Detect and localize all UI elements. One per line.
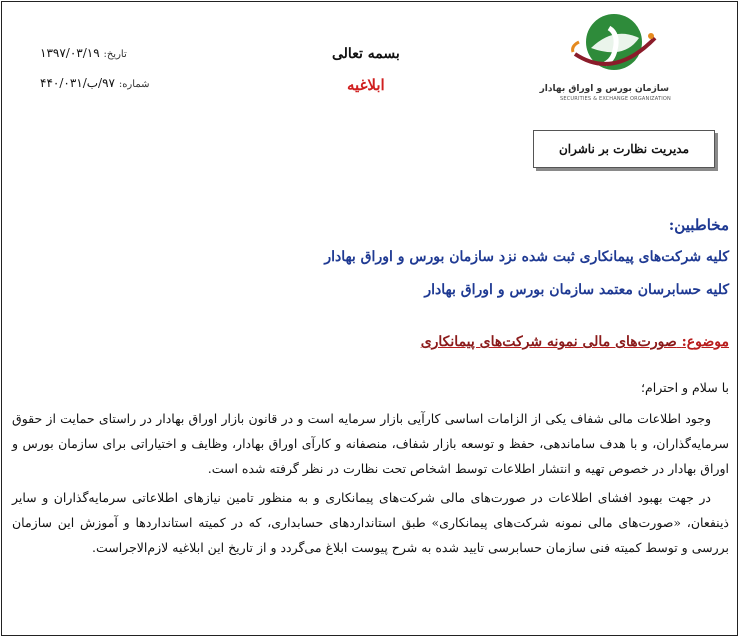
logo-name-fa: سازمان بورس و اوراق بهادار [539, 84, 669, 94]
subject-label: موضوع: [681, 334, 729, 350]
number-line [40, 76, 149, 90]
globe-logo-icon [569, 8, 659, 82]
announcement-title: ابلاغیه [347, 76, 385, 94]
addressee-item: کلیه حسابرسان معتمد سازمان بورس و اوراق بهادار [424, 282, 729, 298]
date-line [40, 46, 127, 60]
greeting: با سلام و احترام؛ [641, 380, 729, 395]
bismillah-heading: بسمه تعالی [332, 46, 400, 62]
organization-logo [539, 8, 677, 104]
body-paragraph: در جهت بهبود افشای اطلاعات در صورت‌های مالی شرکت‌های پیمانکاری و به منظور تامین نیازهای اطلاعاتی سرمایه‌گذاران و سایر ذینفعان، «صورت‌های مالی نمونه شرکت‌های پیمانکاری» طبق استانداردهای حسابداری، که در کمیته استانداردها و آموزش این سازمان بررسی و توسط کمیته فنی سازمان حسابرسی تایید شده به شرح پیوست ابلاغ می‌گردد و از تاریخ این ابلاغیه لازم‌الاجراست. [12, 490, 729, 555]
body-text [12, 406, 729, 564]
addressee-item: کلیه شرکت‌های پیمانکاری ثبت شده نزد سازمان بورس و اوراق بهادار [324, 249, 729, 265]
date-value: ۱۳۹۷/۰۳/۱۹ [40, 46, 100, 60]
announcement-document [1, 1, 738, 636]
addressees-title: مخاطبین: [668, 216, 729, 234]
date-label: تاریخ: [103, 49, 127, 60]
logo-name-en: SECURITIES & EXCHANGE ORGANIZATION [559, 96, 671, 102]
number-label: شماره: [118, 79, 150, 90]
body-paragraph: وجود اطلاعات مالی شفاف یکی از الزامات اساسی کارآیی بازار سرمایه است و در قانون بازار اوراق بهادار در راستای حمایت از حقوق سرمایه‌گذاران، و با هدف ساماندهی، حفظ و توسعه بازار شفاف، منصفانه و کارآی اوراق بهادار، وظایف و اختیاراتی برای سازمان بورس و اوراق بهادار در خصوص تهیه و انتشار اطلاعات توسط اشخاص تحت نظارت در نظر گرفته شده است. [12, 411, 729, 476]
subject-text: صورت‌های مالی نمونه شرکت‌های پیمانکاری [420, 334, 677, 350]
number-value: ۹۷/ب/۴۴۰/۰۳۱ [40, 76, 115, 90]
department-box: مدیریت نظارت بر ناشران [533, 130, 715, 168]
subject-line [421, 334, 729, 350]
